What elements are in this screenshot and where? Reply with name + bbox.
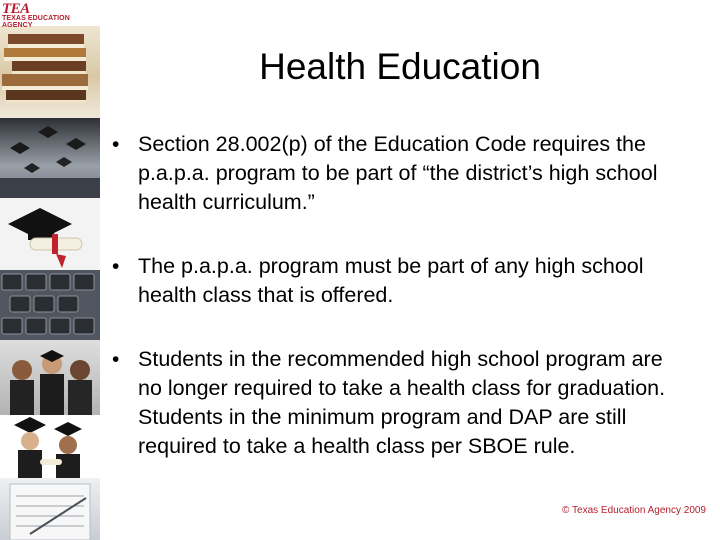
logo-mark: TEA: [2, 1, 30, 17]
bullet-item: [112, 345, 692, 461]
bullet-list: [112, 130, 692, 496]
diploma-cap-photo: [0, 198, 100, 270]
image-sidebar: [0, 0, 100, 540]
tea-logo: [0, 0, 84, 29]
keyboard-photo: [0, 270, 100, 340]
copyright-footer: © Texas Education Agency 2009: [562, 505, 706, 516]
graduates-photo: [0, 340, 100, 415]
bullet-item: [112, 130, 692, 217]
bullet-icon: •: [112, 133, 120, 156]
logo-agency-name: TEXAS EDUCATION AGENCY: [2, 15, 70, 29]
bullet-icon: •: [112, 255, 120, 278]
bullet-text: Section 28.002(p) of the Education Code requires the p.a.p.a. program to be part of “the district’s high school health curriculum.”: [138, 132, 658, 214]
bullet-item: [112, 252, 692, 310]
graduates-cap-photo: [0, 415, 100, 478]
slide-title: Health Education: [259, 46, 541, 87]
bullet-icon: •: [112, 348, 120, 371]
notebook-photo: [0, 478, 100, 540]
bullet-text: The p.a.p.a. program must be part of any high school health class that is offered.: [138, 254, 644, 307]
books-photo: [0, 26, 100, 118]
bullet-text: Students in the recommended high school program are no longer required to take a health class for graduation. Students in the minimum program and DAP are still required to take a health class per SBOE rule.: [138, 347, 666, 458]
graduation-caps-photo: [0, 118, 100, 198]
